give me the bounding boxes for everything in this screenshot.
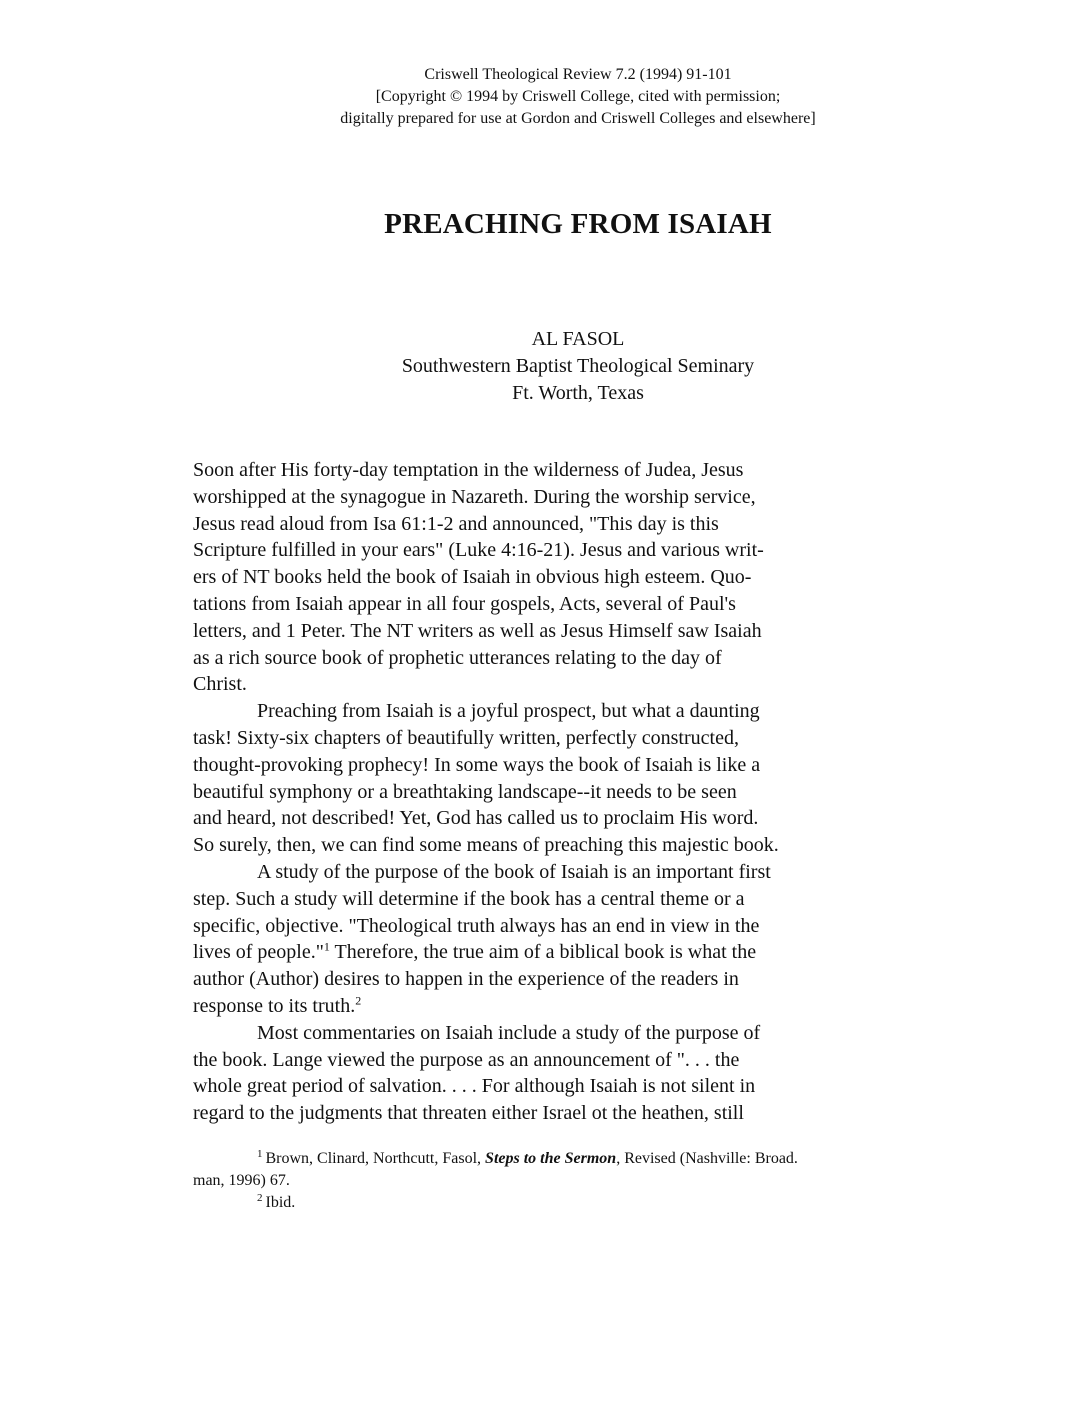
author-name: AL FASOL — [531, 328, 625, 350]
text-line: beautiful symphony or a breathtaking landscape--it needs to be seen — [193, 780, 737, 803]
text-line: regard to the judgments that threaten either Israel ot the heathen, still — [193, 1102, 744, 1125]
footnotes — [193, 1148, 913, 1214]
footnote-text: Brown, Clinard, Northcutt, Fasol, — [265, 1150, 486, 1167]
text-line: thought-provoking prophecy! In some ways the book of Isaiah is like a — [193, 753, 761, 776]
footnote-1 — [193, 1148, 913, 1170]
paragraph-1 — [193, 457, 873, 698]
paragraph-4 — [193, 1020, 873, 1127]
article-body — [193, 457, 873, 1127]
text-line: step. Such a study will determine if the book has a central theme or a — [193, 887, 745, 910]
author-block — [0, 326, 1088, 407]
text-line: Jesus read aloud from Isa 61:1-2 and announced, "This day is this — [193, 512, 719, 535]
citation-header — [0, 64, 1088, 130]
footnote-text: , Revised (Nashville: Broad. — [616, 1150, 798, 1167]
text-line: tations from Isaiah appear in all four gospels, Acts, several of Paul's — [193, 592, 736, 615]
footnote-book-title: Steps to the Sermon — [485, 1150, 617, 1167]
text-line: specific, objective. "Theological truth always has an end in view in the — [193, 914, 760, 937]
footnote-number: 2 — [257, 1191, 263, 1204]
text-line: whole great period of salvation. . . . For although Isaiah is not silent in — [193, 1075, 756, 1098]
footnote-ref-1[interactable]: 1 — [323, 939, 330, 954]
text-line: ers of NT books held the book of Isaiah in obvious high esteem. Quo- — [193, 566, 752, 589]
footnote-number: 1 — [257, 1147, 263, 1160]
text-line — [193, 939, 873, 966]
text-line: and heard, not described! Yet, God has called us to proclaim His word. — [193, 807, 759, 830]
text-segment: response to its truth. — [193, 994, 356, 1017]
citation-copyright: [Copyright © 1994 by Criswell College, cited with permission; — [375, 88, 781, 105]
paragraph-2 — [193, 698, 873, 859]
text-line: worshipped at the synagogue in Nazareth. During the worship service, — [193, 485, 756, 508]
text-line: So surely, then, we can find some means of preaching this majestic book. — [193, 834, 779, 857]
footnote-2 — [193, 1192, 913, 1214]
text-line: author (Author) desires to happen in the experience of the readers in — [193, 968, 739, 991]
text-segment: Therefore, the true aim of a biblical book is what the — [329, 941, 757, 964]
author-location: Ft. Worth, Texas — [512, 382, 644, 404]
citation-digital: digitally prepared for use at Gordon and Criswell Colleges and elsewhere] — [340, 110, 816, 127]
article-title: PREACHING FROM ISAIAH — [384, 208, 772, 240]
author-institution: Southwestern Baptist Theological Seminary — [401, 355, 755, 377]
text-line: Scripture fulfilled in your ears" (Luke 4:16-21). Jesus and various writ- — [193, 539, 764, 562]
text-line — [193, 993, 873, 1020]
text-line: A study of the purpose of the book of Isaiah is an important first — [257, 860, 771, 883]
text-line: letters, and 1 Peter. The NT writers as well as Jesus Himself saw Isaiah — [193, 619, 762, 642]
footnote-1-continued: man, 1996) 67. — [193, 1172, 290, 1189]
footnote-ref-2[interactable]: 2 — [355, 993, 362, 1008]
text-line: Soon after His forty-day temptation in the wilderness of Judea, Jesus — [193, 459, 744, 481]
citation-journal: Criswell Theological Review 7.2 (1994) 91-101 — [424, 66, 732, 83]
text-line: task! Sixty-six chapters of beautifully written, perfectly constructed, — [193, 726, 739, 749]
text-line: Christ. — [193, 673, 247, 696]
text-line: Preaching from Isaiah is a joyful prospect, but what a daunting — [257, 700, 760, 723]
text-line: Most commentaries on Isaiah include a study of the purpose of — [257, 1021, 761, 1044]
text-segment: lives of people." — [193, 941, 324, 964]
footnote-text: Ibid. — [265, 1194, 296, 1211]
text-line: the book. Lange viewed the purpose as an announcement of ". . . the — [193, 1048, 740, 1071]
paragraph-3 — [193, 859, 873, 1020]
text-line: as a rich source book of prophetic utterances relating to the day of — [193, 646, 722, 669]
